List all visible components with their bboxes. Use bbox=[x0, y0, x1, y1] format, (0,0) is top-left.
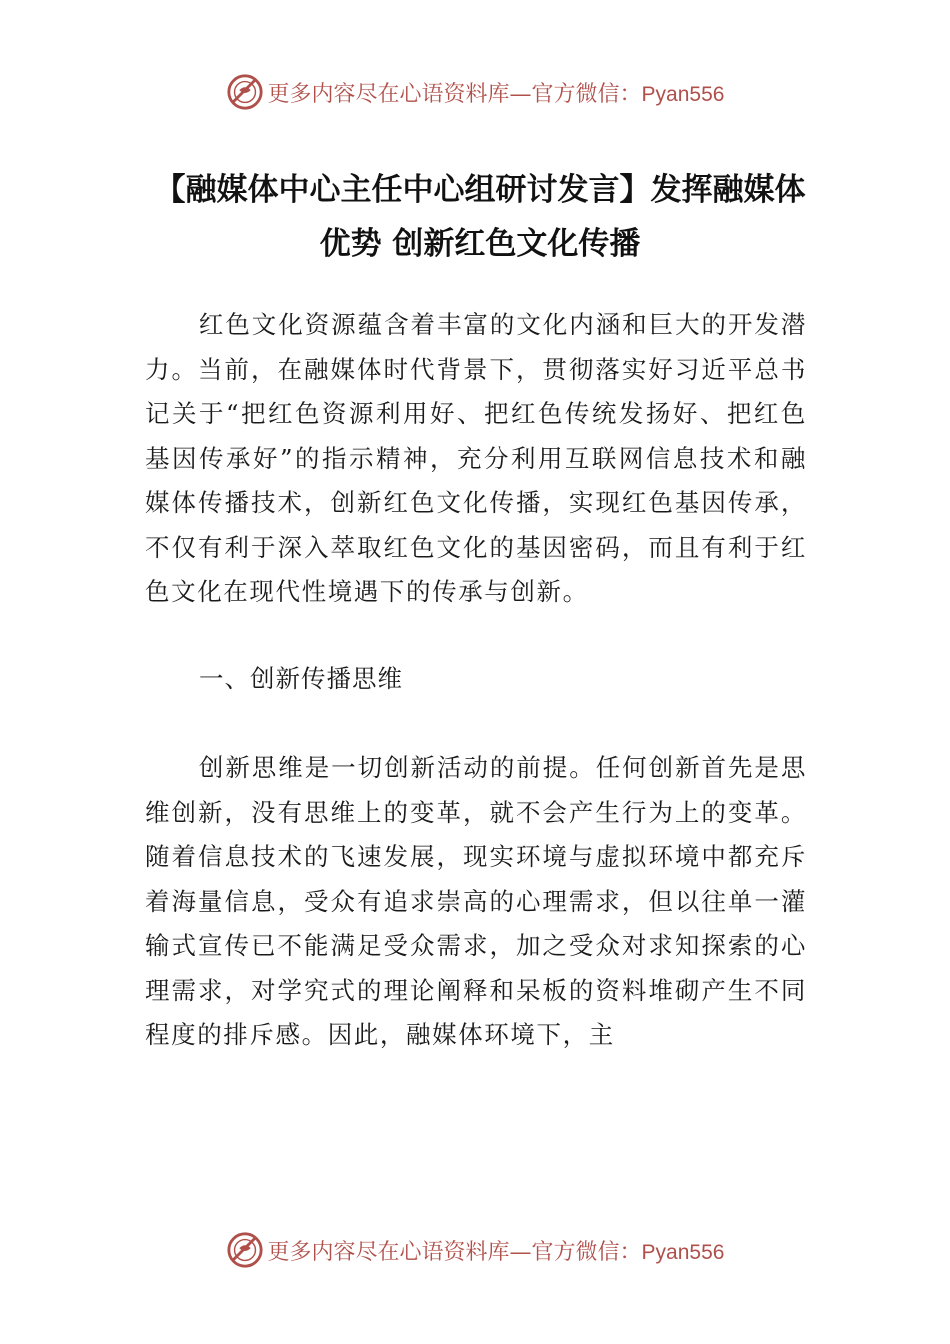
footer-wechat-id: Pyan556 bbox=[641, 1240, 725, 1264]
footer-banner-text: 更多内容尽在心语资料库—官方微信：Pyan556 bbox=[267, 1239, 725, 1265]
header-banner-text: 更多内容尽在心语资料库—官方微信：Pyan556 bbox=[267, 81, 725, 107]
paragraph-2: 创新思维是一切创新活动的前提。任何创新首先是思维创新，没有思维上的变革，就不会产生行为上的变革。随着信息技术的飞速发展，现实环境与虚拟环境中都充斥着海量信息，受众有追求崇高的心理需求，但以往单一灌输式宣传已不能满足受众需求，加之受众对求知探索的心理需求，对学究式的理论阐释和呆板的资料堆砌产生不同程度的排斥感。因此，融媒体环境下，主 bbox=[145, 753, 807, 1049]
section-heading-1: 一、创新传播思维 bbox=[199, 664, 403, 693]
red-seal-logo-icon bbox=[226, 1231, 264, 1269]
footer-banner bbox=[0, 1228, 950, 1272]
header-banner bbox=[0, 70, 950, 114]
red-seal-logo-icon bbox=[226, 73, 264, 111]
header-wechat-id: Pyan556 bbox=[641, 82, 725, 106]
document-title: 【融媒体中心主任中心组研讨发言】发挥融媒体优势 创新红色文化传播 bbox=[154, 172, 806, 262]
paragraph-1: 红色文化资源蕴含着丰富的文化内涵和巨大的开发潜力。当前，在融媒体时代背景下，贯彻落实好习近平总书记关于“把红色资源利用好、把红色传统发扬好、把红色基因传承好”的指示精神，充分利用互联网信息技术和融媒体传播技术，创新红色文化传播，实现红色基因传承，不仅有利于深入萃取红色文化的基因密码，而且有利于红色文化在现代性境遇下的传承与创新。 bbox=[145, 310, 807, 606]
